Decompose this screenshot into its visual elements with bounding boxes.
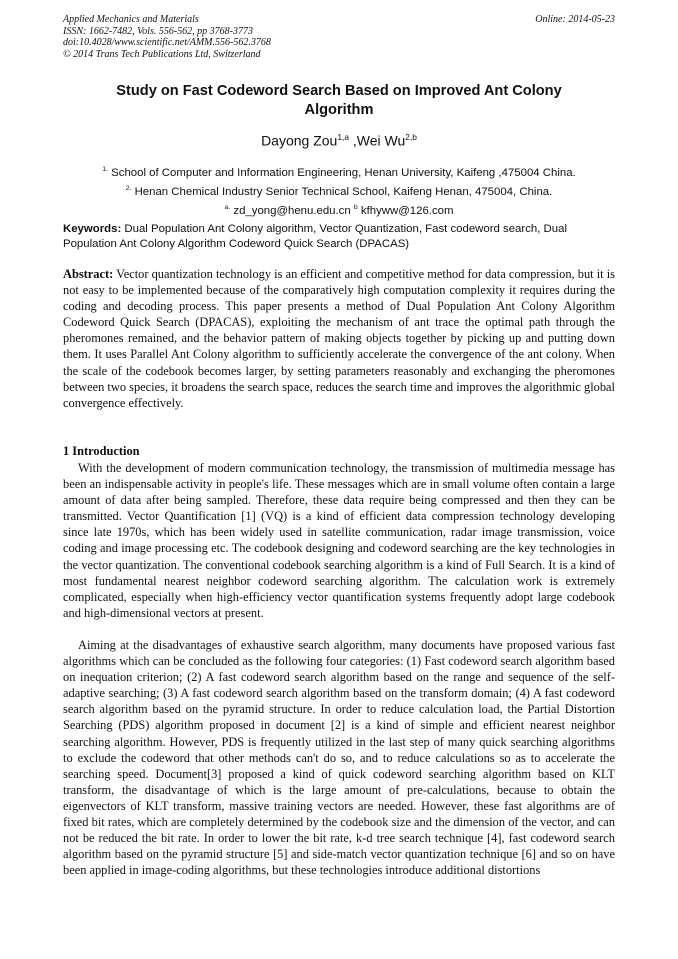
abstract-text: Vector quantization technology is an efficient and competitive method for data compression, but it is not easy to be implemented because of the comparatively high computation complexity it requires during the coding and decoding process. This paper presents a method of Dual Population Ant Colony Algorithm Codeword Quick Search (DPACAS), exploiting the mechanism of ant trace the optimal path through the pheromones remained, and the behavior pattern of making objects together by picking up and putting down them. It uses Parallel Ant Colony algorithm to sufficiently accelerate the convergence of the ant colony. When the scale of the codebook becomes larger, by setting parameters reasonably and exchanging the pheromones between two species, it broadens the search space, reduces the search time and improves the algorithmic global convergence effectively. (63, 267, 615, 410)
keywords-label: Keywords: (63, 223, 122, 235)
keywords-block (63, 222, 615, 252)
introduction-paragraph-2: Aiming at the disadvantages of exhaustive search algorithm, many documents have proposed various fast algorithms which can be concluded as the following four categories: (1) Fast codeword search algorithm based on inequation criterion; (2) A fast codeword search algorithm based on the range and sequence of the self-adaptive searching; (3) A fast codeword search algorithm based on the transform domain; (4) A fast codeword search algorithm based on the pyramid structure. In order to reduce calculation load, the Partial Distortion Searching (PDS) algorithm proposed in document [2] is a kind of simple and efficient nearest neighbor searching algorithm. However, PDS is frequently utilized in the last step of many quick searching algorithms to exclude the codeword that other methods can't do so, and to reduce calculations so as to accelerate the searching speed. Document[3] proposed a kind of quick codeword searching algorithm based on KLT transform, the disadvantage of which is the large amount of pre-calculations, because to obtain the eigenvectors of KLT transform, massive training vectors are needed. However, these fast algorithms are of fixed bit rates, which are completely determined by the codebook size and the dimension of the vector, and can not be reduced the bit rate. In order to lower the bit rate, k-d tree search technique [4], fast codeword search algorithm based on the pyramid structure [5] and side-match vector quantization technique [6] and so on have been applied in image-coding algorithms, but these technologies introduce additional distortions (63, 638, 615, 878)
email-b-mark: b (353, 203, 358, 211)
paper-title (60, 82, 618, 119)
introduction-paragraph-1: With the development of modern communication technology, the transmission of multimedia message has been an indispensable activity in people's life. These messages which are in small volume often contain a large amount of data after being sampled. Therefore, these data require being compressed and then they can be transmitted. Vector Quantification [1] (VQ) is a kind of efficient data compression technology developing since late 1970s, which has been widely used in satellite communication, radar image transmission, voice coding and image processing etc. The codebook designing and codeword searching are the key technologies in the vector quantization. The conventional codebook searching algorithm is a kind of Full Search. It is a kind of most fundamental nearest neighbor codeword searching algorithm. The calculation work is extremely complicated, especially when high-efficiency vector quantification systems frequently adopt large codebook and high-dimensional vectors at present. (63, 461, 615, 620)
affiliation-2 (60, 181, 618, 200)
affiliation-1-mark: 1. (102, 166, 108, 173)
doi-line[interactable]: doi:10.4028/www.scientific.net/AMM.556-562.3768 (63, 37, 271, 49)
author-list (60, 128, 618, 150)
issn-line: ISSN: 1662-7482, Vols. 556-562, pp 3768-3773 (63, 25, 253, 37)
affiliation-2-mark: 2. (125, 184, 132, 192)
online-date: Online: 2014-05-23 (535, 14, 615, 25)
copyright-line: © 2014 Trans Tech Publications Ltd, Switzerland (63, 48, 261, 60)
author-1-sup: 1,a (337, 132, 349, 142)
section-heading-introduction: 1 Introduction (63, 444, 140, 458)
email-a-mark: a. (224, 203, 231, 211)
title-line-2: Algorithm (304, 101, 374, 118)
author-separator: , (349, 132, 357, 149)
author-2: Wei Wu (356, 132, 406, 149)
abstract-label: Abstract: (63, 267, 114, 281)
abstract-block (63, 266, 615, 411)
affiliation-1 (60, 162, 618, 181)
author-2-sup: 2,b (405, 132, 417, 142)
affiliations (60, 162, 618, 218)
keywords-text: Dual Population Ant Colony algorithm, Vector Quantization, Fast codeword search, Dual Population Ant Colony Algorithm Codeword Quick Search (DPACAS) (63, 223, 567, 250)
affiliation-2-text: Henan Chemical Industry Senior Technical School, Kaifeng Henan, 475004, China. (131, 185, 553, 198)
affiliation-1-text: School of Computer and Information Engineering, Henan University, Kaifeng ,475004 China. (107, 166, 576, 179)
journal-name: Applied Mechanics and Materials (63, 14, 199, 25)
journal-header (63, 14, 615, 60)
email-a[interactable]: zd_yong@henu.edu.cn (230, 204, 354, 217)
title-line-1: Study on Fast Codeword Search Based on Improved Ant Colony (116, 83, 562, 99)
author-1: Dayong Zou (261, 132, 338, 149)
email-b[interactable]: kfhyww@126.com (357, 204, 454, 217)
email-line (60, 200, 618, 219)
